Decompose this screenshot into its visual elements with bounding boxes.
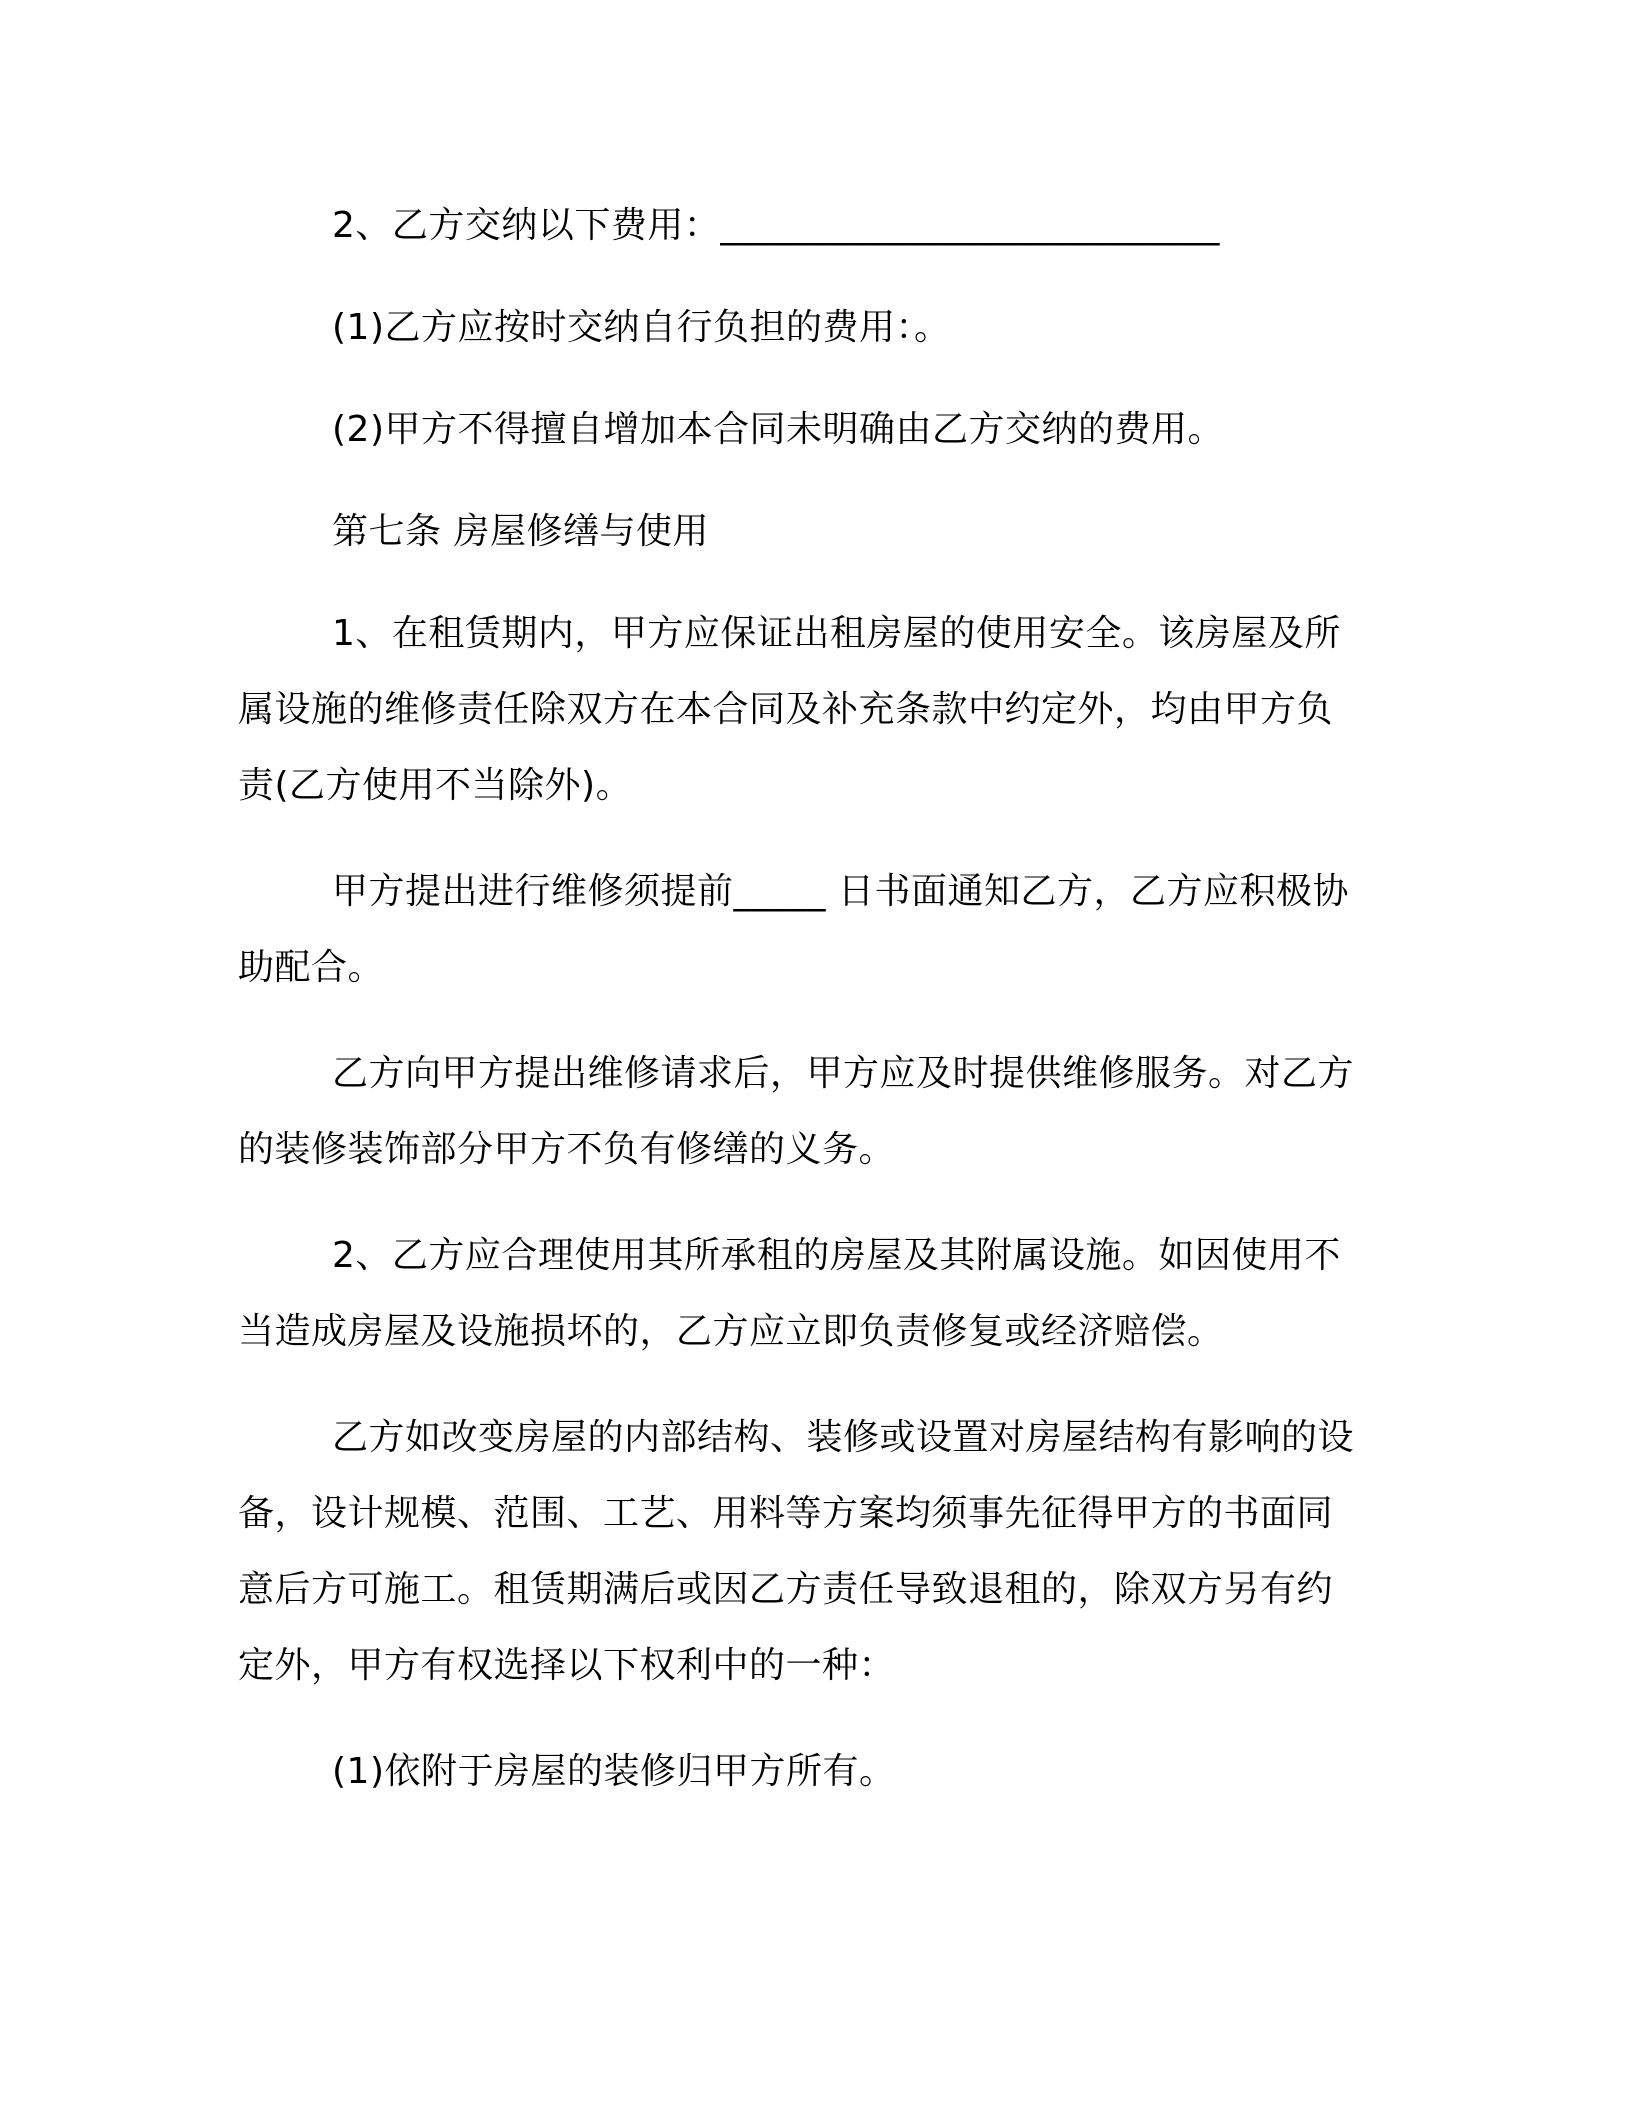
paragraph-fee-list: 2、乙方交纳以下费用：___________________________ bbox=[332, 205, 1220, 246]
paragraph-alteration: 乙方如改变房屋的内部结构、装修或设置对房屋结构有影响的设备，设计规模、范围、工艺、用料等方案均须事先征得甲方的书面同意后方可施工。租赁期满后或因乙方责任导致退租的，除双方另有约定外，甲方有权选择以下权利中的一种： bbox=[238, 1417, 1355, 1686]
paragraph-fee-1: (1)乙方应按时交纳自行负担的费用：。 bbox=[332, 307, 951, 348]
paragraph-option-1: (1)依附于房屋的装修归甲方所有。 bbox=[332, 1751, 896, 1792]
paragraph-fee-2: (2)甲方不得擅自增加本合同未明确由乙方交纳的费用。 bbox=[332, 409, 1224, 450]
section-heading-article-7: 第七条 房屋修缮与使用 bbox=[332, 511, 709, 552]
paragraph-repair-notice: 甲方提出进行维修须提前_____ 日书面通知乙方，乙方应积极协助配合。 bbox=[238, 871, 1349, 988]
paragraph-use-2: 2、乙方应合理使用其所承租的房屋及其附属设施。如因使用不当造成房屋及设施损坏的，乙方应立即负责修复或经济赔偿。 bbox=[238, 1235, 1341, 1352]
paragraph-repair-request: 乙方向甲方提出维修请求后，甲方应及时提供维修服务。对乙方的装修装饰部分甲方不负有修缮的义务。 bbox=[238, 1053, 1355, 1170]
paragraph-repair-1: 1、在租赁期内，甲方应保证出租房屋的使用安全。该房屋及所属设施的维修责任除双方在本合同及补充条款中约定外，均由甲方负责(乙方使用不当除外)。 bbox=[238, 613, 1341, 806]
document-body bbox=[238, 188, 1368, 1810]
